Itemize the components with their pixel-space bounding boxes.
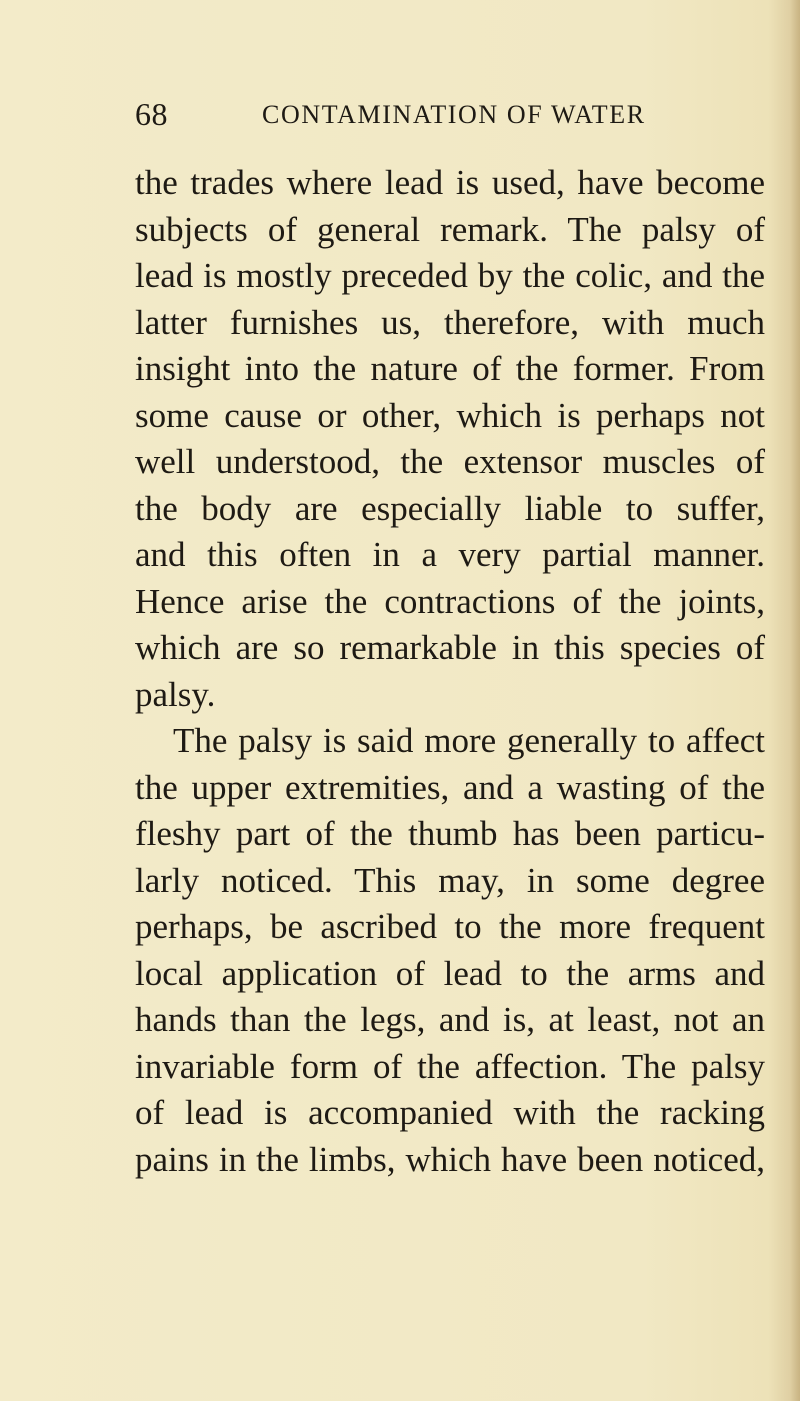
text-line: perhaps, be ascribed to the more frequent — [135, 907, 765, 946]
text-line: and this often in a very partial manner. — [135, 535, 765, 574]
text-line: pains in the limbs, which have been noticed, — [135, 1139, 765, 1179]
text-line: larly noticed. This may, in some degree — [135, 860, 765, 900]
page-edge-shadow — [790, 0, 800, 1401]
text-line: insight into the nature of the former. From — [135, 349, 765, 388]
text-line: the body are especially liable to suffer, — [135, 488, 765, 528]
text-line: fleshy part of the thumb has been particu- — [135, 814, 765, 853]
text-line: of lead is accompanied with the racking — [135, 1093, 765, 1132]
paragraph-end-line: palsy. — [135, 674, 216, 714]
page-header — [135, 96, 775, 136]
text-line: invariable form of the affection. The palsy — [135, 1046, 765, 1086]
text-line: which are so remarkable in this species of — [135, 628, 765, 667]
paragraph-start-line: The palsy is said more generally to affect — [173, 721, 765, 760]
text-line: some cause or other, which is perhaps not — [135, 395, 765, 435]
text-line: latter furnishes us, therefore, with much — [135, 302, 765, 342]
body-text — [135, 160, 765, 1183]
text-line: local application of lead to the arms and — [135, 953, 765, 993]
text-line: well understood, the extensor muscles of — [135, 442, 765, 481]
running-title: CONTAMINATION OF WATER — [262, 100, 646, 129]
text-line: lead is mostly preceded by the colic, and the — [135, 256, 765, 295]
text-line: the upper extremities, and a wasting of the — [135, 767, 765, 807]
text-line: Hence arise the contractions of the joints, — [135, 581, 765, 621]
page-number: 68 — [135, 96, 168, 132]
text-line: subjects of general remark. The palsy of — [135, 209, 765, 249]
text-line: hands than the legs, and is, at least, not an — [135, 1000, 765, 1039]
text-line: the trades where lead is used, have become — [135, 163, 765, 202]
